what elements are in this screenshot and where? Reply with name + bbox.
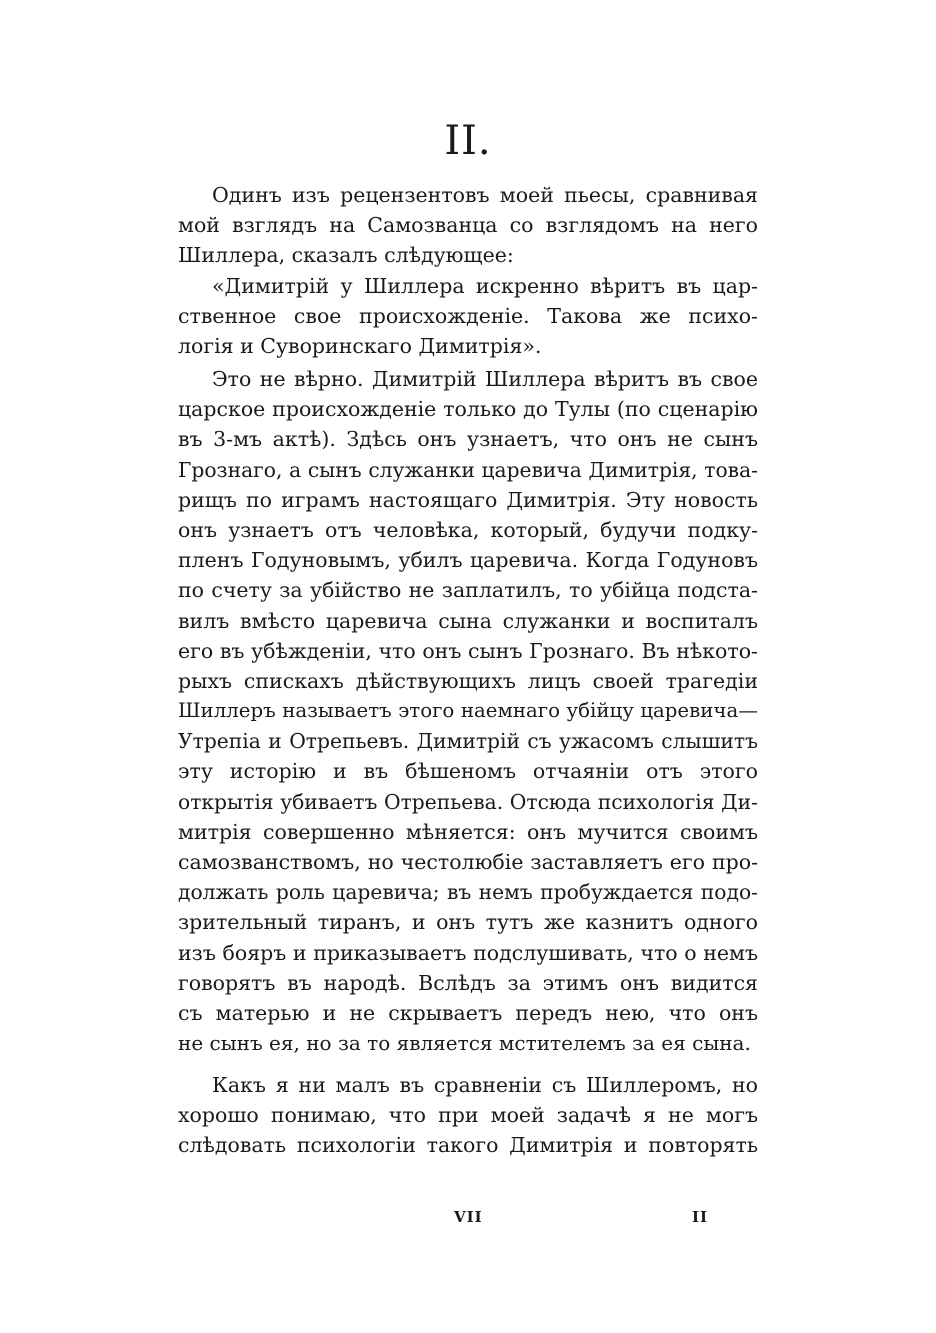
text-line: логія и Суворинскаго Димитрія». [178, 334, 542, 359]
text-line: ственное свое происхожденіе. Такова же психо- [178, 304, 758, 329]
paragraph-2-quote [178, 271, 758, 362]
chapter-heading: II. [444, 118, 492, 164]
text-line: открытія убиваетъ Отрепьева. Отсюда психологія Ди- [178, 789, 758, 814]
text-line: Это не вѣрно. Димитрій Шиллера вѣритъ въ свое [212, 367, 758, 391]
text-line: Какъ я ни малъ въ сравненіи съ Шиллеромъ, но [212, 1073, 758, 1097]
text-line: эту исторію и въ бѣшеномъ отчаяніи отъ этого [178, 759, 758, 784]
paragraph-1 [178, 180, 758, 271]
text-line: въ 3-мъ актѣ). Здѣсь онъ узнаетъ, что онъ не сынъ [178, 427, 758, 452]
text-line: по счету за убійство не заплатилъ, то убійца подста- [178, 578, 758, 603]
text-line: Одинъ изъ рецензентовъ моей пьесы, сравнивая [212, 183, 758, 207]
text-line: вилъ вмѣсто царевича сына служанки и воспиталъ [178, 608, 758, 633]
text-line: Грознаго, а сынъ служанки царевича Димитрія, това- [178, 457, 758, 482]
text-line: зрительный тиранъ, и онъ тутъ же казнитъ одного [178, 910, 758, 935]
text-line: должать роль царевича; въ немъ пробуждается подо- [178, 880, 758, 905]
text-line: мой взглядъ на Самозванца со взглядомъ на него [178, 213, 758, 238]
text-line: съ матерью и не скрываетъ передъ нею, что онъ [178, 1000, 758, 1025]
text-line: изъ бояръ и приказываетъ подслушивать, что о немъ [178, 940, 758, 965]
text-line: рыхъ спискахъ дѣйствующихъ лицъ своей трагедіи [178, 668, 758, 693]
text-line: хорошо понимаю, что при моей задачѣ я не могъ [178, 1103, 758, 1128]
text-line: рищъ по играмъ настоящаго Димитрія. Эту новость [178, 487, 758, 512]
text-line: самозванствомъ, но честолюбіе заставляетъ его про- [178, 850, 758, 874]
sheet-number: II [692, 1208, 709, 1226]
text-line: пленъ Годуновымъ, убилъ царевича. Когда Годуновъ [178, 548, 758, 573]
text-line: митрія совершенно мѣняется: онъ мучится своимъ [178, 819, 758, 844]
text-line: Шиллеръ называетъ этого наемнаго убійцу царевича— [178, 699, 758, 723]
signature-mark: VII [454, 1208, 483, 1226]
text-line: не сынъ ея, но за то является мстителемъ за ея сына. [178, 1031, 751, 1056]
text-line: «Димитрій у Шиллера искренно вѣритъ въ цар- [212, 274, 758, 298]
text-line: Шиллера, сказалъ слѣдующее: [178, 243, 514, 268]
text-line: говорятъ въ народѣ. Вслѣдъ за этимъ онъ видится [178, 970, 758, 995]
text-line: онъ узнаетъ отъ человѣка, который, будучи подку- [178, 517, 758, 542]
text-line: Утрепіа и Отрепьевъ. Димитрій съ ужасомъ слышитъ [178, 729, 758, 754]
text-line: царское происхожденіе только до Тулы (по сценарію [178, 397, 758, 422]
paragraph-4 [178, 1070, 758, 1161]
text-line: слѣдовать психологіи такого Димитрія и повторять [178, 1133, 758, 1158]
paragraph-3 [178, 364, 758, 1058]
text-line: его въ убѣжденіи, что онъ сынъ Грознаго. Въ нѣкото- [178, 638, 758, 663]
